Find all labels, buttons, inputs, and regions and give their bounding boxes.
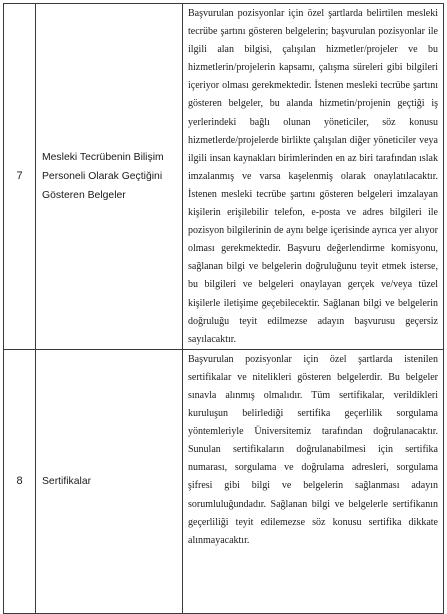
row-description-cell (183, 4, 444, 350)
row-title: Mesleki Tecrübenin Bilişim Personeli Olarak Geçtiğini Gösteren Belgeler (42, 151, 164, 201)
row-title-cell (36, 4, 183, 350)
row-number: 7 (16, 170, 23, 183)
row-description: Başvurulan pozisyonlar için özel şartlarda belirtilen mesleki tecrübe şartını gösteren belgelerin; başvurulan pozisyonlar ile ilgili alan bilgisi, çalışılan hizmetler/projeler ve bu hizmetlerin/projelerin kapsamı, çalışma süreleri gibi bilgileri içeriyor olması gerekmektedir. İstenen mesleki tecrübe şartını gösteren belgeler, bu alanda hizmetin/projenin geçtiği iş yerlerindeki bağlı olunan yöneticiler, söz konusu hizmetlerde/projelerde birlikte çalışılan diğer yöneticiler veya ilgili insan kaynakları birimlerinden en az biri tarafından ıslak imzalanmış ve varsa kaşelenmiş olarak onaylatılacaktır. İstenen mesleki tecrübe şartını gösteren belgeleri imzalayan kişilerin erişilebilir telefon, e-posta ve adres bilgileri ile pozisyon bilgilerinin de aynı belge içerisinde ayrıca yer alıyor olması gerekmektedir. Başvuru değerlendirme komisyonu, sağlanan bilgi ve belgelerin doğruluğunu teyit etmek isterse, bu bilgileri ve belgeleri onaylayan gerçek ve/veya tüzel kişilerle iletişime geçebilecektir. Sağlanan bilgi ve belgelerin doğruluğu teyit edilmezse adayın başvurusu geçersiz sayılacaktır. (188, 8, 438, 345)
row-description: Başvurulan pozisyonlar için özel şartlarda istenilen sertifikalar ve nitelikleri gösteren belgelerdir. Bu belgeler sınavla alınmış olmalıdır. Tüm sertifikalar, verildikleri kuruluşun belirlediği sertifika geçerlilik sorgulama yöntemleriyle Üniversitemiz tarafından doğrulanacaktır. Sunulan sertifikaların doğrulanabilmesi için sertifika numarası, sorgulama ve doğrulama adresleri, sorgulama şifresi gibi bilgi ve belgelerin sağlanması adayın sorumluluğundadır. Sağlanan bilgi ve belgelerle sertifikanın geçerliliği teyit edilemezse söz konusu sertifika dikkate alınmayacaktır. (188, 353, 438, 546)
row-number-cell (4, 4, 36, 350)
requirements-table (3, 3, 444, 614)
row-number-cell (4, 349, 36, 613)
row-number: 8 (16, 475, 23, 488)
row-title: Sertifikalar (42, 475, 92, 487)
row-description-cell (183, 349, 444, 613)
row-title-cell (36, 349, 183, 613)
table-row (4, 349, 444, 613)
table-row (4, 4, 444, 350)
